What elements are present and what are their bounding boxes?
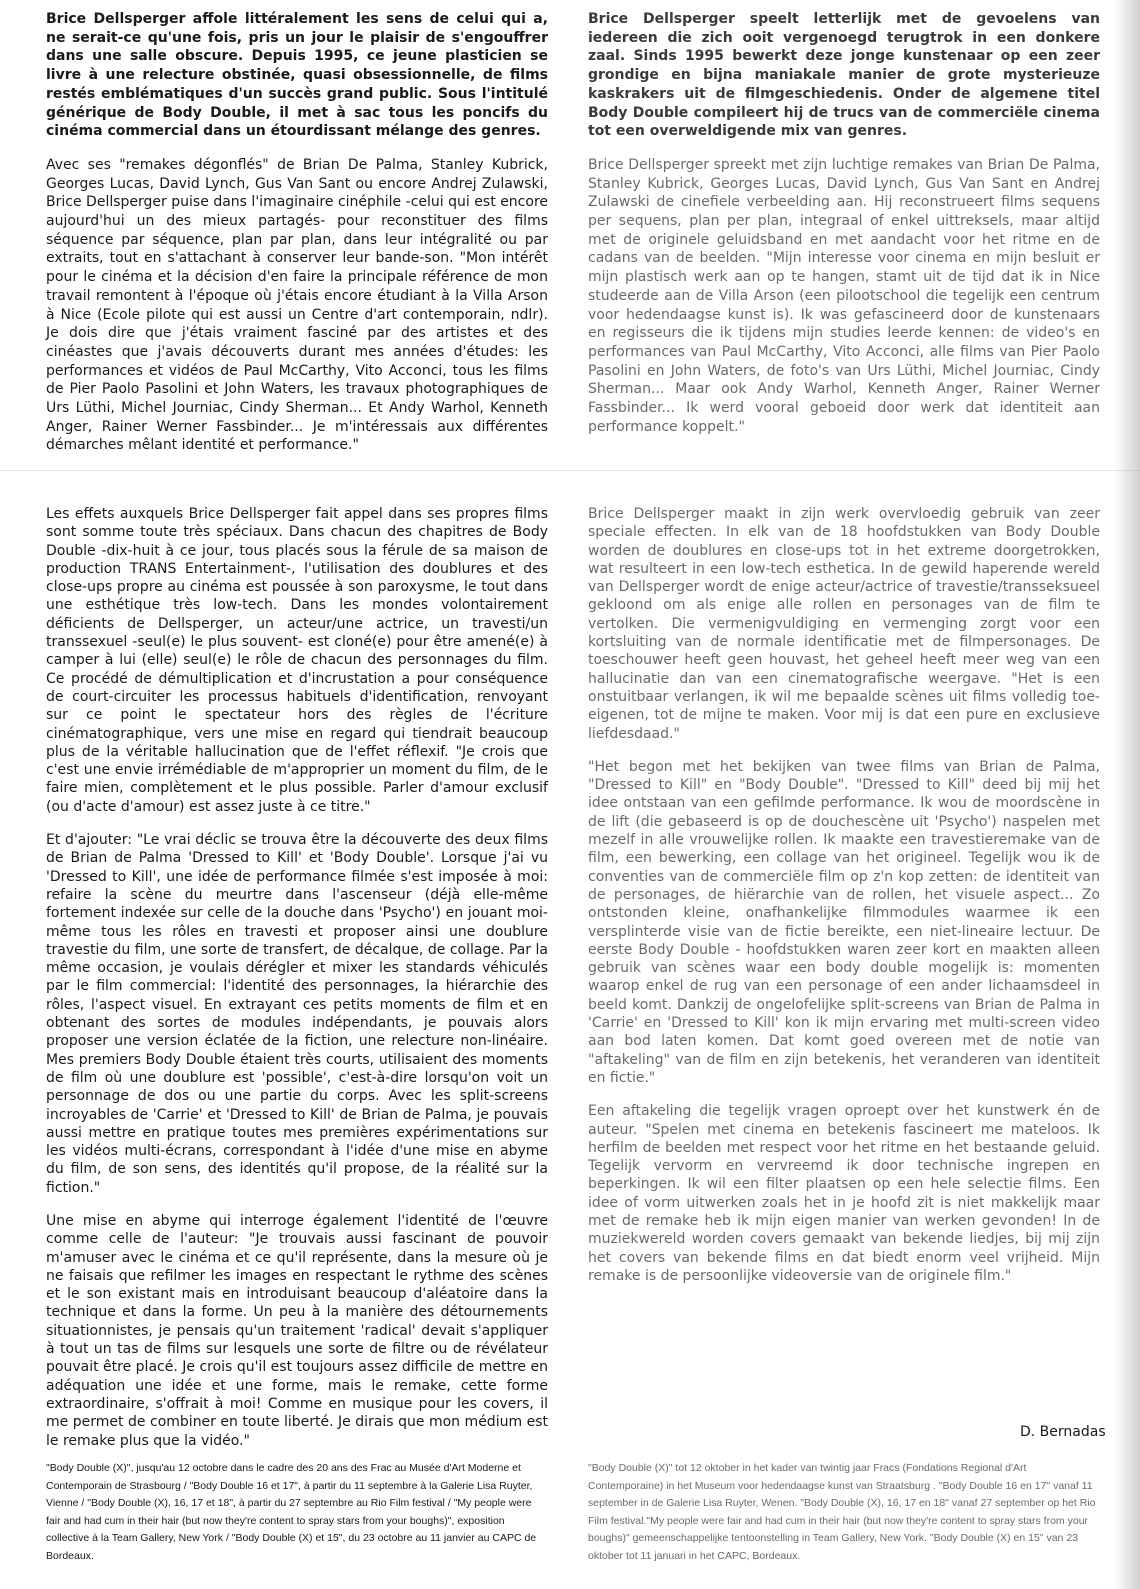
french-body-column bbox=[46, 505, 548, 1465]
dutch-paragraph-3: "Het begon met het bekijken van twee films van Brian de Palma, "Dressed to Kill" en "Body Double". "Dressed to Kill" deed bij mij het idee ontstaan van een gefilmde performance. Ik wou de moordscène in de lift (die gebaseerd is op de douchescène uit 'Psycho') naspelen met mezelf in alle vrouwelijke rollen. Ik maakte een travestieremake van de film, een bewerking, een collage van het origineel. Tegelijk wou ik de conventies van de commerciële film op z'n kop zetten: de identiteit van de personages, de hiërarchie van de rollen, het visuele aspect... Zo ontstonden kleine, onafhankelijke filmmodules waarmee ik een versplinterde visie van de fictie bereikte, een niet-lineaire lectuur. De eerste Body Double - hoofdstukken waren zeer kort en maakten alleen gebruik van scènes waar een body double mogelijk is: momenten waarop enkel de rug van een personage of een ander lichaamsdeel in beeld komt. Dankzij de ongelofelijke split-screens van Brian de Palma in 'Carrie' en 'Dressed to Kill' kon ik mijn ervaring met multi-screen video aan bod laten komen. Dat komt goed overeen met de notie van "aftakeling" van de film en zijn betekenis, het veranderen van identiteit en fictie." bbox=[588, 758, 1100, 1086]
page-gutter-shadow bbox=[1114, 0, 1140, 1589]
section-divider bbox=[0, 470, 1140, 471]
dutch-paragraph-1: Brice Dellsperger spreekt met zijn luchtige remakes van Brian De Palma, Stanley Kubrick, Georges Lucas, David Lynch, Gus Van Sant en Andrej Zulawski de cinefiele verbeelding aan. Hij reconstrueert films sequens per sequens, plan per plan, integraal of enkel uittreksels, maar altijd met de originele geluidsband en met aandacht voor het ritme en de cadans van de beelden. "Mijn interesse voor cinema en mijn besluit er mijn plastisch werk aan op te hangen, stamt uit de tijd dat ik in Nice studeerde aan de Villa Arson (een pilootschool die tegelijk een centrum voor hedendaagse kunst is). Ik was gefascineerd door de kunstenaars en regisseurs die ik tijdens mijn studies leerde kennen: de video's en performances van Paul McCarthy, Vito Acconci, alle films van Pier Paolo Pasolini en John Waters, de foto's van Urs Lüthi, Michel Journiac, Cindy Sherman... Maar ook Andy Warhol, Kenneth Anger, Rainer Werner Fassbinder... Ik werd vooral geboeid door werk dat identiteit aan performance koppelt." bbox=[588, 156, 1100, 435]
french-paragraph-2: Les effets auxquels Brice Dellsperger fait appel dans ses propres films sont somme toute très spéciaux. Dans chacun des chapitres de Body Double -dix-huit à ce jour, tous placés sous la férule de sa maison de production TRANS Entertainment-, l'utilisation des doublures et des close-ups propre au cinéma est poussée à son paroxysme, le tout dans une esthétique très low-tech. Dans les mondes volontairement déficients de Dellsperger, un acteur/une actrice, un travesti/un transsexuel -seul(e) le plus souvent- est cloné(e) pour être amené(e) à camper à lui (elle) seul(e) le rôle de chacun des personnages du film. Ce procédé de démultiplication et d'incrustation a pour conséquence de court-circuiter les processus habituels d'identification, renvoyant sur ce point le spectateur hors des règles de l'écriture cinématographique, vers une mise en regard qui tiendrait beaucoup plus de la véritable hallucination que de l'effet réflexif. "Je crois que c'est une envie irrémédiable de m'approprier un moment du film, de le faire mien, complètement et le plus possible. Parler d'amour exclusif (ou d'acte d'amour) est assez juste à ce titre." bbox=[46, 506, 548, 815]
french-paragraph-1: Avec ses "remakes dégonflés" de Brian De Palma, Stanley Kubrick, Georges Lucas, David Lynch, Gus Van Sant ou encore Andrej Zulawski, Brice Dellsperger puise dans l'imaginaire cinéphile -celui qui est encore aujourd'hui un des mieux partagés- pour reconstituer des films séquence par séquence, plan par plan, dans leur intégralité ou par extraits, tout en s'attachant à conserver leur bande-son. "Mon intérêt pour le cinéma et la décision d'en faire la principale référence de mon travail remontent à l'époque où j'étais encore étudiant à la Villa Arson à Nice (Ecole pilote qui est aussi un Centre d'art contemporain, ndlr). Je dois dire que j'étais vraiment fasciné par des artistes et des cinéastes que j'avais découverts durant mes années d'études: les performances et vidéos de Paul McCarthy, Vito Acconci, tous les films de Pier Paolo Pasolini et John Waters, les travaux photographiques de Urs Lüthi, Michel Journiac, Cindy Sherman... Et Andy Warhol, Kenneth Anger, Rainer Werner Fassbinder... Je m'intéressais aux différentes démarches mêlant identité et performance." bbox=[46, 156, 548, 454]
dutch-exhibition-note: "Body Double (X)" tot 12 oktober in het kader van twintig jaar Fracs (Fondations Regional d'Art Contemporaine) in het Museum voor hedendaagse kunst van Straatsburg . "Body Double 16 en 17" vanaf 11 september in de Galerie Lisa Ruyter, Wenen. "Body Double (X), 16, 17 en 18" vanaf 27 september op het Rio Film festival."My people were fair and had cum in their hair (but now they're content to spray stars from your boughs)" gemeenschappelijke tentoonstelling in Team Gallery, New York. "Body Double (X) en 15" van 23 oktober tot 11 januari in het CAPC, Bordeaux. bbox=[588, 1462, 1096, 1562]
dutch-intro-column bbox=[588, 10, 1100, 451]
dutch-lead-paragraph: Brice Dellsperger speelt letterlijk met de gevoelens van iedereen die zich ooit vergenoegd terugtrok in een donkere zaal. Sinds 1995 bewerkt deze jonge kunstenaar op een zeer grondige en bijna maniakale manier de grote mysterieuze kaskrakers uit de filmgeschiedenis. Onder de algemene titel Body Double compileert hij de trucs van de commerciële cinema tot een overweldigende mix van genres. bbox=[588, 11, 1100, 140]
french-lead-paragraph: Brice Dellsperger affole littéralement les sens de celui qui a, ne serait-ce qu'une fois, pris un jour le plaisir de s'engouffrer dans une salle obscure. Depuis 1995, ce jeune plasticien se livre à une relecture obstinée, quasi obsessionnelle, de films restés emblématiques d'un succès grand public. Sous l'intitulé générique de Body Double, il met à sac tous les poncifs du cinéma commercial dans un étourdissant mélange des genres. bbox=[46, 11, 548, 140]
french-paragraph-4: Une mise en abyme qui interroge également l'identité de l'œuvre comme celle de l'auteur: "Je trouvais aussi fascinant de pouvoir m'amuser avec le cinéma et ce qu'il représente, dans la mesure où je ne faisais que refilmer les images en respectant le rythme des scènes et le son existant mais en introduisant beaucoup d'aléatoire dans la technique et dans la forme. Un peu à la manière des détournements situationnistes, je pensais qu'un traitement 'radical' devait s'appliquer à tout un tas de films sur lesquels une sorte de filtre ou de révélateur pouvait être placé. Je crois qu'il est toujours assez difficile de mettre en adéquation une idée et une forme, mais le remake, cette forme extraordinaire, s'offrait à moi! Comme en musique pour les covers, il me permet de combiner en toute liberté. Je dirais que mon médium est le remake plus que la vidéo." bbox=[46, 1212, 548, 1449]
dutch-paragraph-2: Brice Dellsperger maakt in zijn werk overvloedig gebruik van zeer speciale effecten. In elk van de 18 hoofdstukken van Body Double worden de doublures en close-ups tot in het extreme doorgetrokken, wat resulteert in een low-tech esthetica. In de gewild haperende wereld van Dellsperger wordt de enige acteur/actrice of travestie/transseksueel gekloond om als enige alle rollen en personages van de film te vertolken. Die vermenigvuldiging en vermenging zorgt voor een kortsluiting van de normale identificatie met de filmpersonages. De toeschouwer heeft geen houvast, het geheel heeft meer weg van een hallucinatie dan van een cinematografische weergave. "Het is een onstuitbaar verlangen, ik wil me bepaalde scènes uit films volledig toe-eigenen, tot de mijne te maken. Voor mij is dat een pure en exclusieve liefdesdaad." bbox=[588, 506, 1100, 742]
french-paragraph-3: Et d'ajouter: "Le vrai déclic se trouva être la découverte des deux films de Brian de Palma 'Dressed to Kill' et 'Body Double'. Lorsque j'ai vu 'Dressed to Kill', une idée de performance filmée s'est imposée à moi: refaire la scène du meurtre dans l'ascenseur (déjà elle-même fortement indexée sur celle de la douche dans 'Psycho') en jouant moi-même tous les rôles en travesti et proposer ainsi une doublure travestie du film, une sorte de transfert, de décalque, de collage. Par la même occasion, je voulais dérégler et mixer les standards véhiculés par le film commercial: l'identité des personnages, la hiérarchie des rôles, l'aspect visuel. En extrayant ces petits moments de film et en obtenant des sortes de modules indépendants, je pouvais alors proposer une version éclatée de la fiction, une relecture non-linéaire. Mes premiers Body Double étaient très courts, utilisaient des moments de film où une doublure est 'possible', c'est-à-dire lorsqu'on voit un personnage de dos ou une partie du corps. Avec les split-screens incroyables de 'Carrie' et 'Dressed to Kill' de Brian de Palma, je pouvais aussi mettre en pratique toutes mes premières expérimentations sur les vidéos multi-écrans, correspondant à l'idée d'une mise en abyme du film, de son sens, des identités qu'il propose, de la réalité sur la fiction." bbox=[46, 832, 548, 1196]
french-intro-column bbox=[46, 10, 548, 470]
french-exhibition-note: "Body Double (X)", jusqu'au 12 octobre dans le cadre des 20 ans des Frac au Musée d'Art Moderne et Contemporain de Strasbourg / "Body Double 16 et 17", à partir du 11 septembre à la Galerie Lisa Ruyter, Vienne / "Body Double (X), 16, 17 et 18", à partir du 27 septembre au Rio Film festival / "My people were fair and had cum in their hair (but now they're content to spray stars from your boughs)", exposition collective à la Team Gallery, New York / "Body Double (X) et 15", du 23 octobre au 11 janvier au CAPC de Bordeaux. bbox=[46, 1462, 537, 1562]
author-signature: D. Bernadas bbox=[1020, 1424, 1106, 1440]
dutch-body-column bbox=[588, 505, 1100, 1300]
dutch-paragraph-4: Een aftakeling die tegelijk vragen oproept over het kunstwerk én de auteur. "Spelen met cinema en betekenis fascineert me mateloos. Ik herfilm de beelden met respect voor het ritme en het bestaande geluid. Tegelijk vervorm en vervreemd ik door technische ingrepen en beperkingen. Ik wil een filter plaatsen op een hele selectie films. Een idee of vorm uitwerken zoals het in je hoofd zit is niet makkelijk maar met de remake heb ik mijn eigen manier van werken gevonden! In de muziekwereld worden covers gemaakt van bekende liedjes, bij mij zijn het covers van bekende films en dat biedt enorm veel vrijheid. Mijn remake is de persoonlijke videoversie van de originele film." bbox=[588, 1103, 1100, 1284]
